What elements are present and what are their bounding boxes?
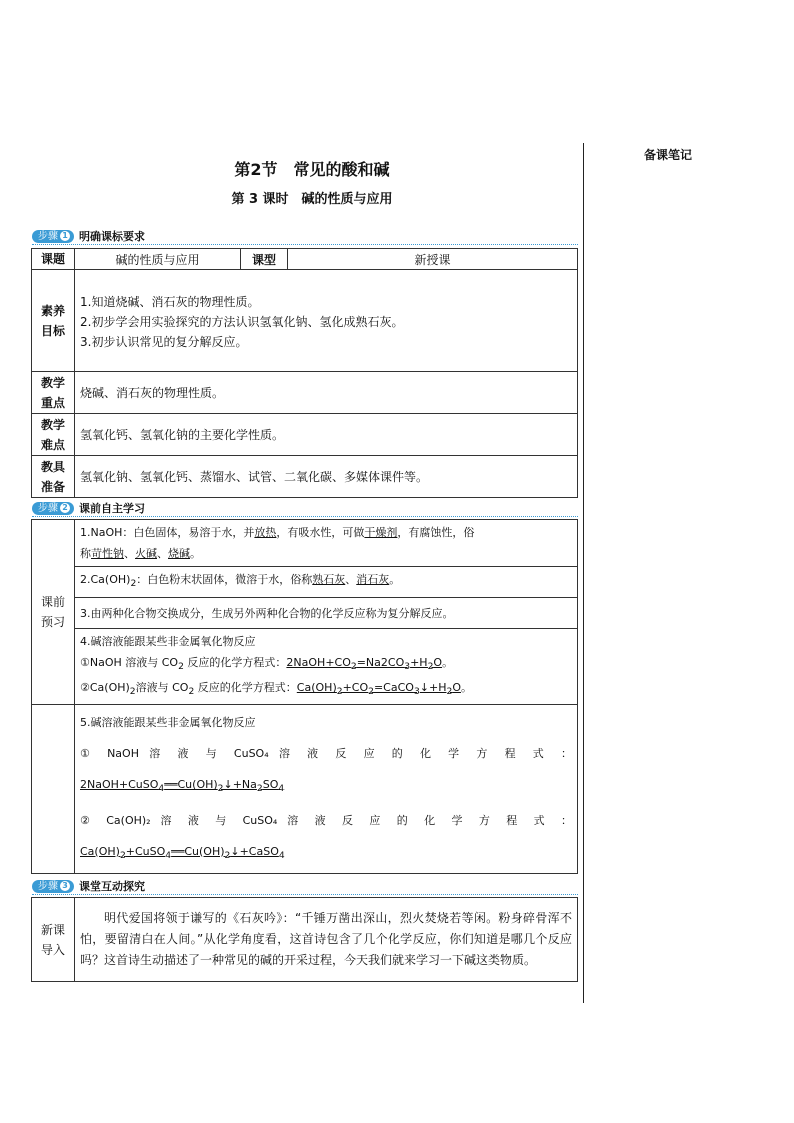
- step-divider: [32, 244, 578, 245]
- section-title: 第2节 常见的酸和碱: [234, 160, 390, 179]
- preview-label: 课前预习: [32, 520, 75, 705]
- type-value: 新授课: [288, 249, 578, 270]
- preview-item-1: 1.NaOH：白色固体，易溶于水，并放热，有吸水性，可做干燥剂，有腐蚀性，俗 称苛性钠、火碱、烧碱。: [75, 520, 578, 567]
- goal-item: 1.知道烧碱、消石灰的物理性质。: [80, 295, 260, 309]
- step-title: 明确课标要求: [79, 230, 145, 243]
- intro-table: [31, 897, 578, 982]
- step-badge: 步骤 1: [32, 230, 74, 243]
- notes-column-label: 备课笔记: [644, 148, 693, 162]
- preview-item-2: $2.Ca(OH)_2$：白色粉末状固体，微溶于水，俗称熟石灰、消石灰。: [75, 567, 578, 598]
- topic-label: 课题: [32, 249, 75, 270]
- step-3-header: [32, 879, 145, 893]
- preview-table: [31, 519, 578, 874]
- goal-label: 素养目标: [32, 270, 75, 372]
- step-divider: [32, 894, 578, 895]
- preview-item-3: 3.由两种化合物交换成分，生成另外两种化合物的化学反应称为复分解反应。: [75, 598, 578, 629]
- type-label: 课型: [241, 249, 288, 270]
- intro-label: 新课导入: [32, 898, 75, 982]
- lesson-title: 第 3 课时 碱的性质与应用: [231, 192, 393, 207]
- key-value: 烧碱、消石灰的物理性质。: [75, 372, 578, 414]
- step-1-header: [32, 229, 145, 243]
- preview-extra-label: [32, 705, 75, 873]
- lesson-requirements-table: [31, 248, 578, 498]
- step-divider: [32, 516, 578, 517]
- topic-value: 碱的性质与应用: [75, 249, 241, 270]
- preview-item-5: 5.碱溶液能跟某些非金属氧化物反应 ① NaOH 溶 液 与 CuSO₄ 溶 液 反 应 的 化 学 方 程 式 ： $2NaOH+CuSO_4══Cu(OH)_2↓+Na_2SO_4$ ② Ca(OH)₂ 溶 液 与 CuSO₄ 溶 液 反 应 的 化 学 方 程 式 ： $Ca(OH)_2+CuSO_4══Cu(OH)_2↓+CaSO_4$: [75, 705, 578, 873]
- step-2-header: [32, 501, 145, 515]
- key-label: 教学重点: [32, 372, 75, 414]
- step-title: 课堂互动探究: [79, 880, 145, 893]
- difficulty-value: 氢氧化钙、氢氧化钠的主要化学性质。: [75, 414, 578, 456]
- tools-value: 氢氧化钠、氢氧化钙、蒸馏水、试管、二氧化碳、多媒体课件等。: [75, 456, 578, 498]
- goal-list: [75, 270, 578, 372]
- tools-label: 教具准备: [32, 456, 75, 498]
- goal-item: 2.初步学会用实验探究的方法认识氢氧化钠、氢化成熟石灰。: [80, 315, 404, 329]
- step-title: 课前自主学习: [79, 502, 145, 515]
- step-badge: 步骤 3: [32, 880, 74, 893]
- difficulty-label: 教学难点: [32, 414, 75, 456]
- preview-item-4: 4.碱溶液能跟某些非金属氧化物反应 ①NaOH 溶液与 $CO_2$ 反应的化学方程式：$2NaOH+CO_2=Na2CO_3+H_2O$。 $②Ca(OH)_2$溶液与 $CO_2$ 反应的化学方程式：$Ca(OH)_2+CO_2=CaCO_3↓+H_2O$。: [75, 629, 578, 705]
- margin-divider: [583, 143, 584, 1003]
- goal-item: 3.初步认识常见的复分解反应。: [80, 335, 248, 349]
- step-badge: 步骤 2: [32, 502, 74, 515]
- intro-text: 明代爱国将领于谦写的《石灰吟》：“千锤万凿出深山，烈火焚烧若等闲。粉身碎骨浑不怕，要留清白在人间。”从化学角度看，这首诗包含了几个化学反应，你们知道是哪几个反应吗？这首诗生动描述了一种常见的碱的开采过程，今天我们就来学习一下碱这类物质。: [75, 898, 578, 982]
